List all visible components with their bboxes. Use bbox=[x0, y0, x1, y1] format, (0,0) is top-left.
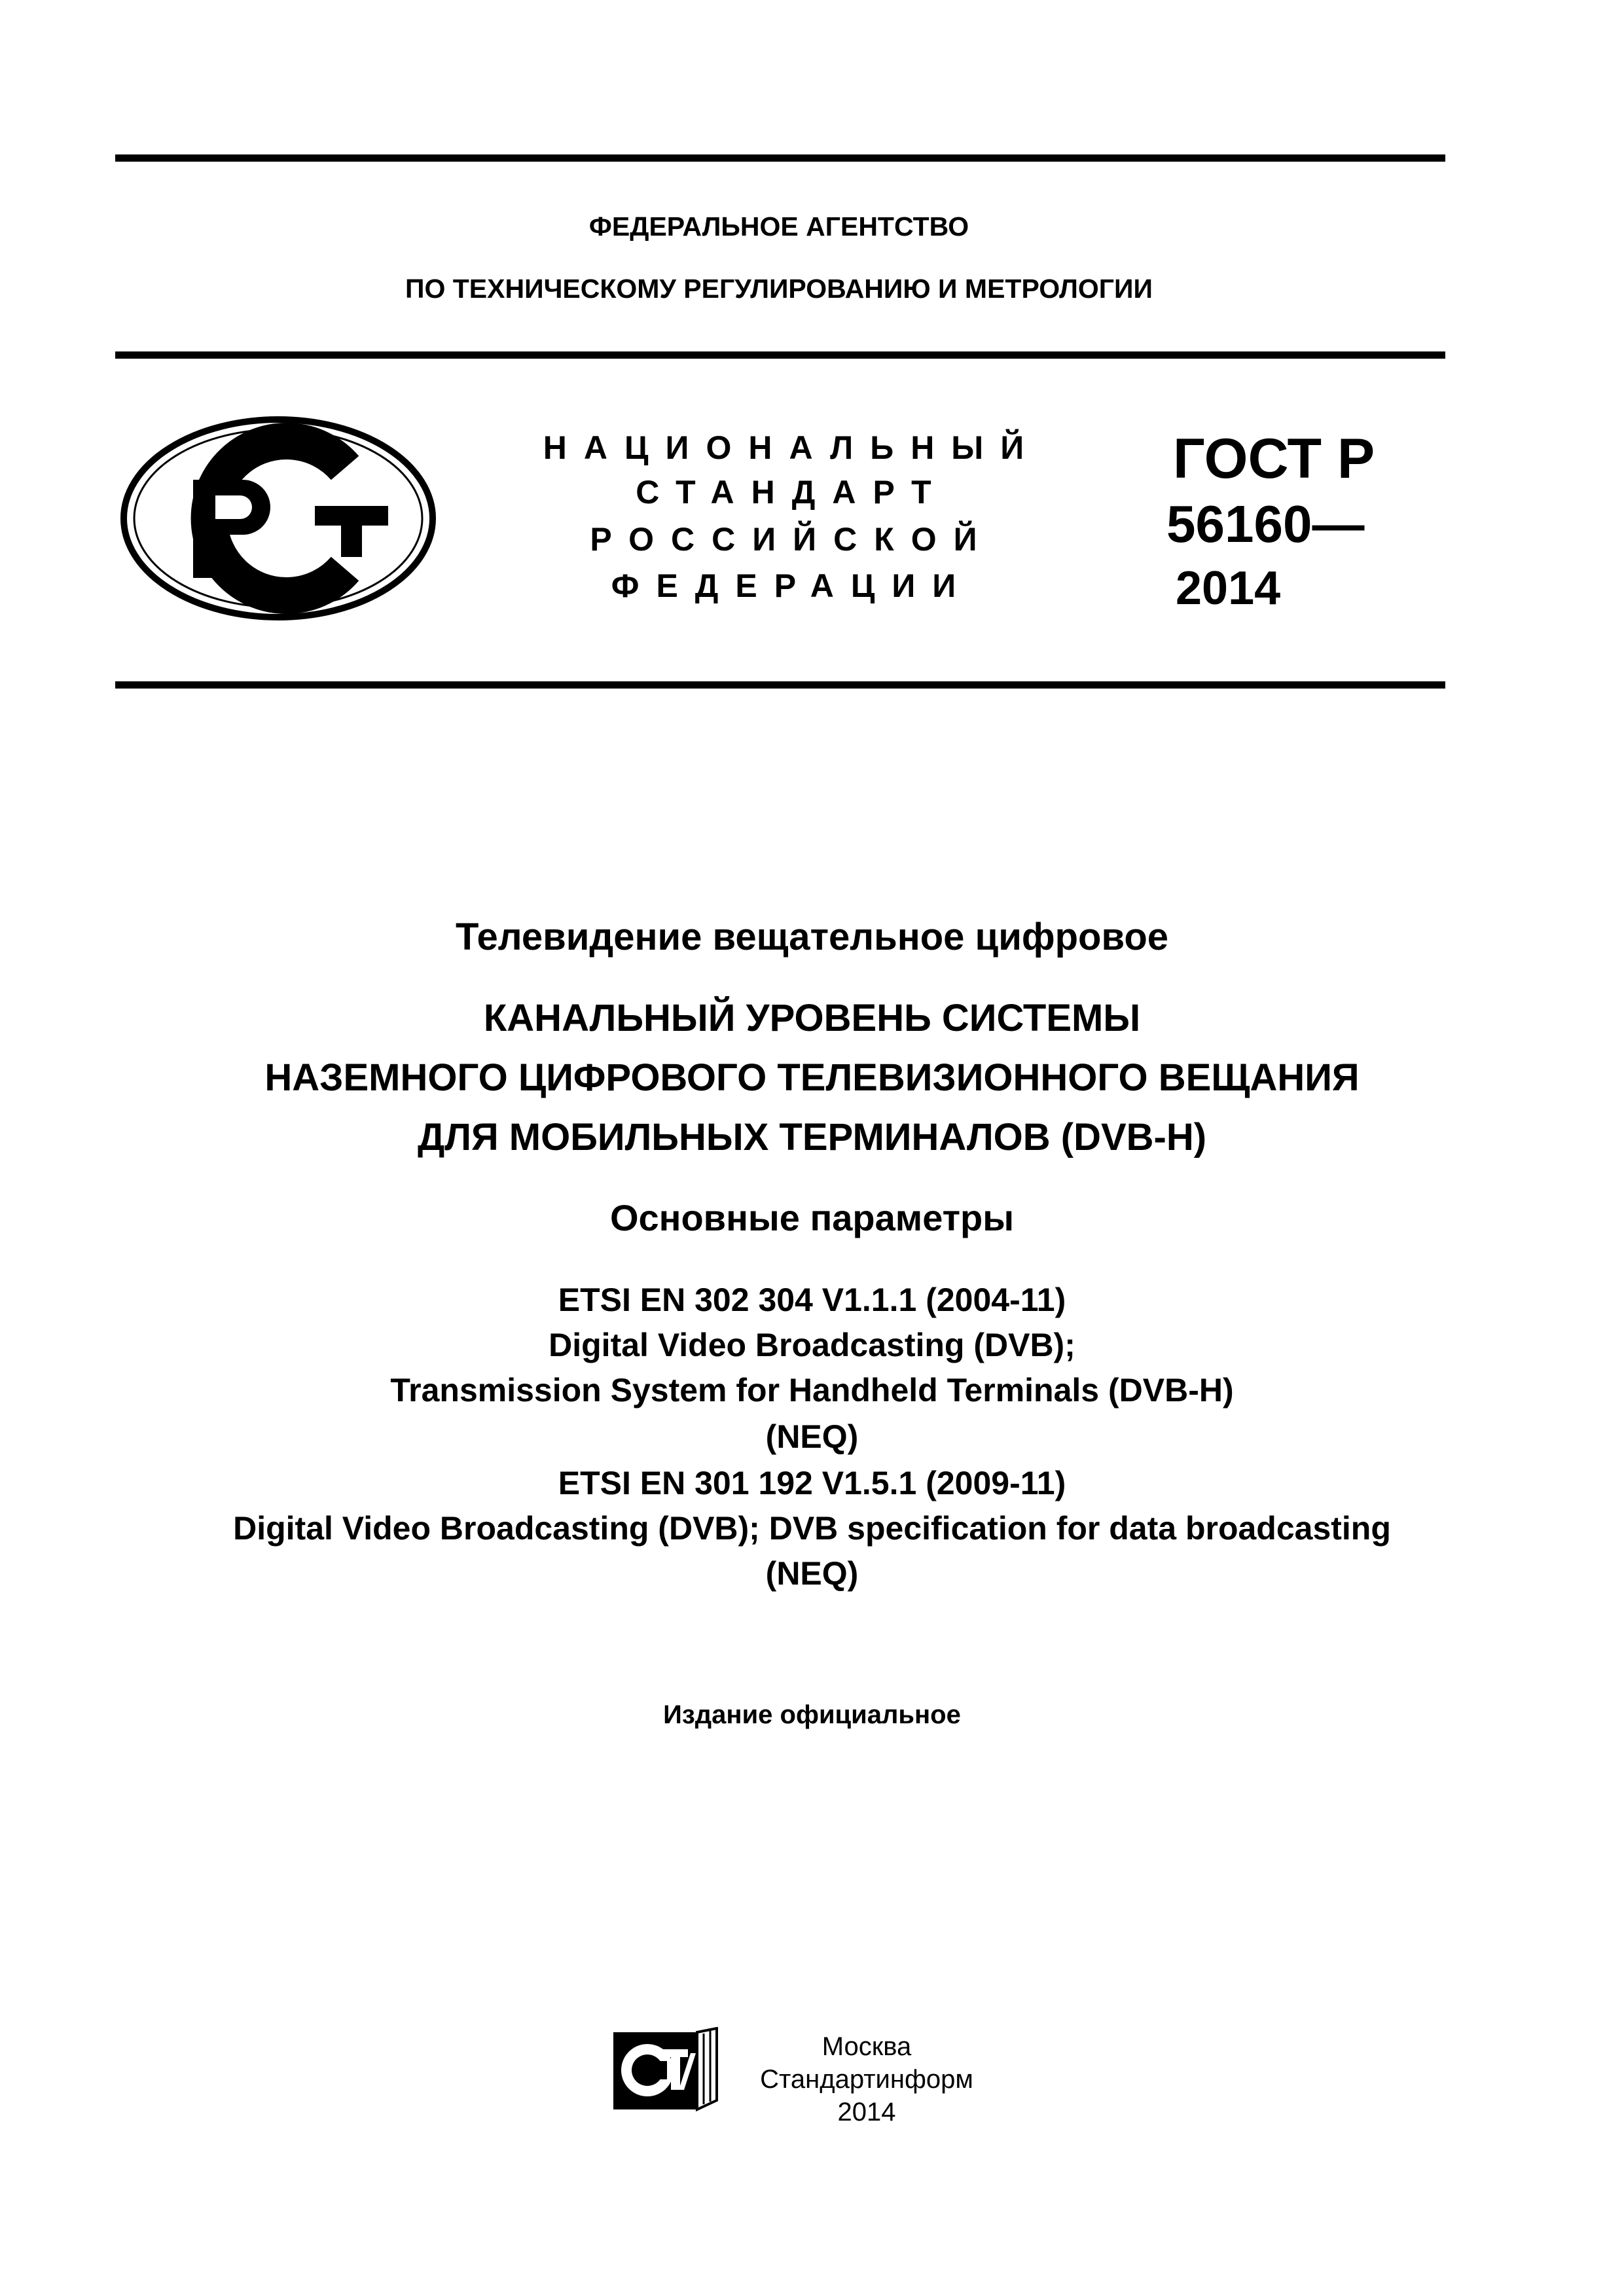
document-parameters-subtitle: Основные параметры bbox=[609, 1197, 1015, 1238]
reference-line-2: Digital Video Broadcasting (DVB); bbox=[549, 1327, 1075, 1363]
rst-logo bbox=[118, 414, 438, 622]
top-rule bbox=[115, 154, 1445, 162]
reference-line-3: Transmission System for Handheld Terminals (DVB-H) bbox=[390, 1372, 1234, 1408]
standard-designation-line-3: 2014 bbox=[1176, 562, 1281, 615]
publication-year: 2014 bbox=[837, 2098, 896, 2126]
standartinform-logo bbox=[612, 2027, 722, 2112]
main-title-line-3: ДЛЯ МОБИЛЬНЫХ ТЕРМИНАЛОВ (DVB-H) bbox=[417, 1116, 1207, 1158]
publisher-city: Москва bbox=[821, 2032, 912, 2061]
publisher-name: Стандартинформ bbox=[760, 2065, 973, 2094]
national-standard-line-1: НАЦИОНАЛЬНЫЙ bbox=[543, 429, 1041, 466]
national-standard-line-3: РОССИЙСКОЙ bbox=[590, 521, 994, 558]
reference-line-4: (NEQ) bbox=[765, 1418, 859, 1455]
reference-line-5: ETSI EN 301 192 V1.5.1 (2009-11) bbox=[558, 1465, 1066, 1501]
standard-block-bottom-rule bbox=[115, 681, 1445, 689]
standard-designation-line-2: 56160— bbox=[1166, 495, 1365, 553]
edition-label: Издание официальное bbox=[663, 1700, 961, 1729]
main-title-line-2: НАЗЕМНОГО ЦИФРОВОГО ТЕЛЕВИЗИОННОГО ВЕЩАНИЯ bbox=[264, 1056, 1360, 1099]
header-divider-rule bbox=[115, 351, 1445, 359]
agency-name-line-1: ФЕДЕРАЛЬНОЕ АГЕНТСТВО bbox=[588, 211, 969, 242]
reference-line-7: (NEQ) bbox=[765, 1555, 859, 1592]
reference-line-6: Digital Video Broadcasting (DVB); DVB specification for data broadcasting bbox=[233, 1510, 1391, 1547]
document-subject: Телевидение вещательное цифровое bbox=[455, 916, 1169, 958]
main-title-line-1: КАНАЛЬНЫЙ УРОВЕНЬ СИСТЕМЫ bbox=[483, 997, 1141, 1039]
standard-designation-line-1: ГОСТ Р bbox=[1173, 427, 1375, 490]
reference-line-1: ETSI EN 302 304 V1.1.1 (2004-11) bbox=[558, 1282, 1066, 1318]
national-standard-line-4: ФЕДЕРАЦИИ bbox=[611, 567, 973, 604]
national-standard-line-2: СТАНДАРТ bbox=[636, 474, 948, 511]
agency-name-line-2: ПО ТЕХНИЧЕСКОМУ РЕГУЛИРОВАНИЮ И МЕТРОЛОГИИ bbox=[405, 274, 1153, 304]
